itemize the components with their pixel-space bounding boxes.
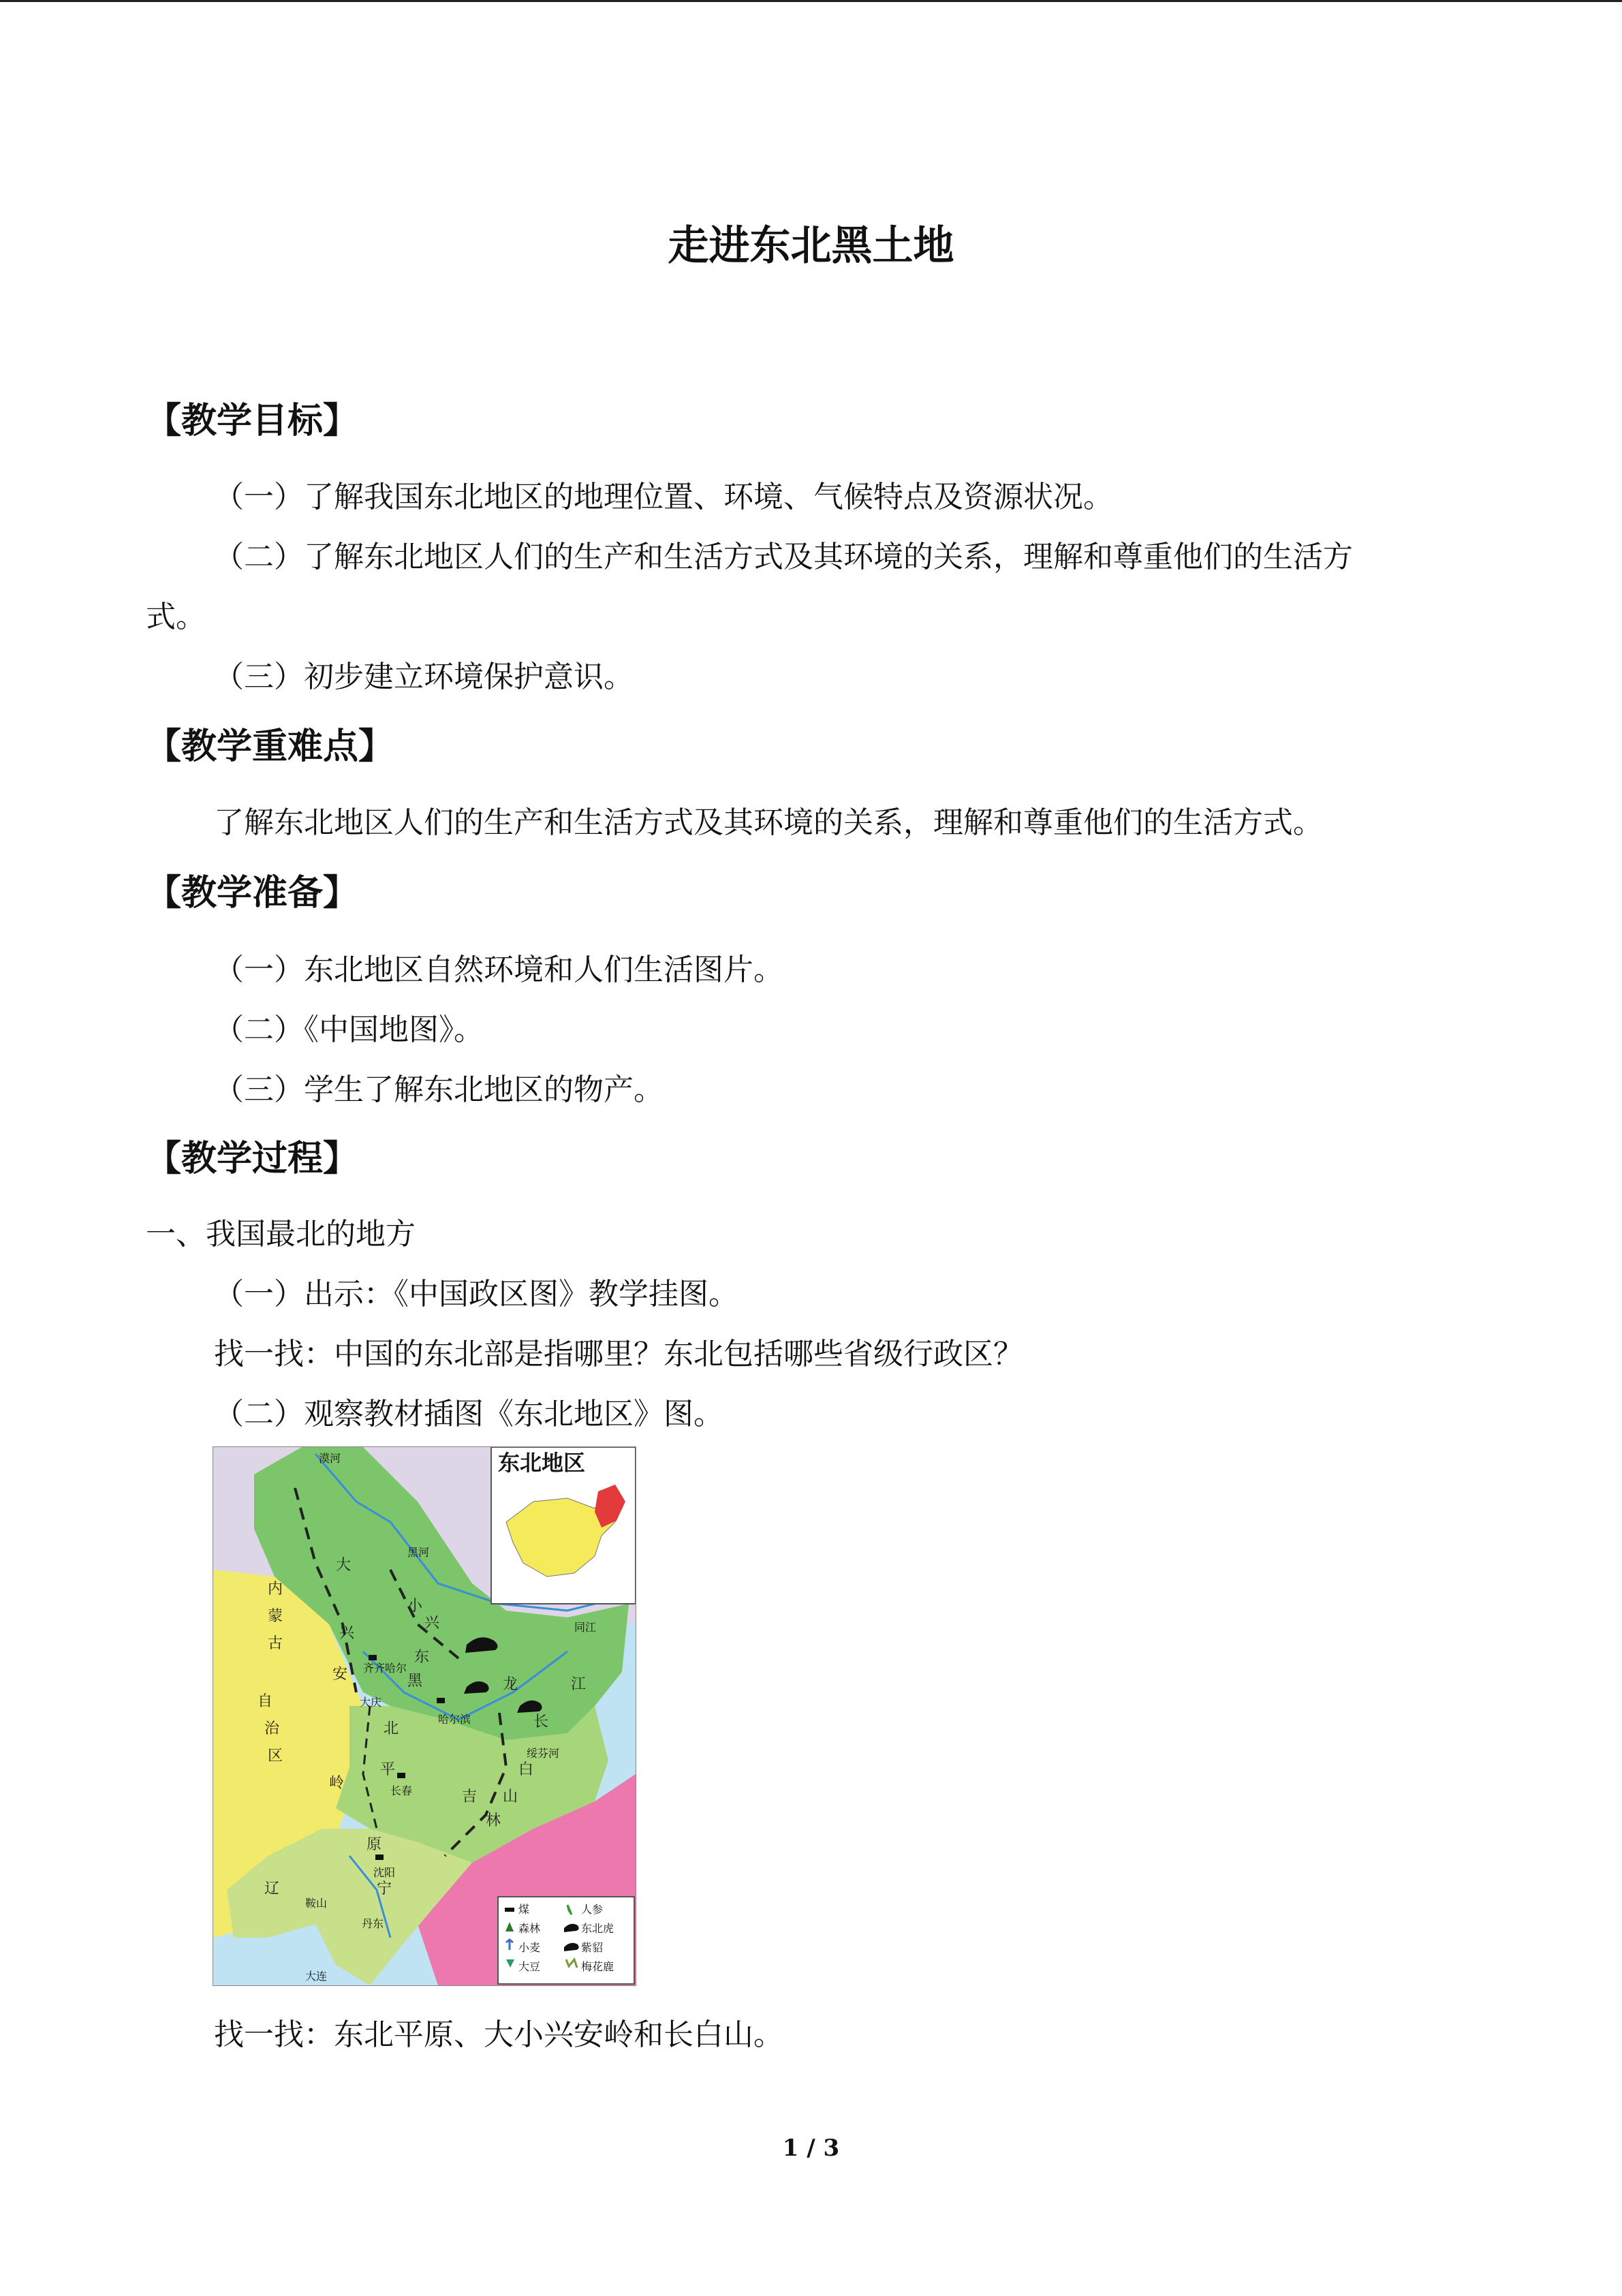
process-section-1: 一、我国最北的地方 [146,1217,416,1252]
label-zhi: 治 [264,1720,280,1737]
label-ji: 吉 [462,1788,478,1805]
city-marker-harbin [437,1698,445,1703]
label-bai: 白 [518,1761,534,1778]
label-xiao: 小 [407,1598,423,1615]
label-suifenhe: 绥芬河 [527,1747,560,1760]
heading-goals: 【教学目标】 [146,401,359,441]
coal-icon [505,1908,514,1912]
document-title: 走进东北黑土地 [668,222,954,270]
legend-ginseng: 人参 [581,1903,604,1916]
goal-item-2-continued: 式。 [146,600,206,634]
label-harbin: 哈尔滨 [438,1713,471,1726]
label-qiqihar: 齐齐哈尔 [363,1662,407,1675]
label-dong: 东 [414,1649,430,1666]
legend-wheat: 小麦 [518,1941,541,1954]
label-da: 大 [336,1557,352,1574]
label-an: 安 [332,1666,348,1683]
label-zhang: 长 [533,1713,549,1731]
label-liao: 辽 [264,1880,280,1897]
label-shan: 山 [503,1788,518,1805]
goal-item-1: （一）了解我国东北地区的地理位置、环境、气候特点及资源状况。 [214,480,1113,514]
label-qu: 区 [268,1748,283,1765]
label-anshan: 鞍山 [305,1897,328,1910]
label-dandong: 丹东 [362,1917,384,1930]
process-find-2: 找一找：东北平原、大小兴安岭和长白山。 [214,2017,783,2052]
label-zi: 自 [258,1693,273,1710]
heading-prep: 【教学准备】 [146,873,359,914]
goal-item-2: （二）了解东北地区人们的生产和生活方式及其环境的关系，理解和尊重他们的生活方 [214,540,1353,574]
label-jiang: 江 [571,1676,587,1693]
prep-item-1: （一）东北地区自然环境和人们生活图片。 [214,952,783,987]
city-marker-qiqihar [369,1655,377,1660]
label-gu: 古 [268,1635,283,1652]
map-title: 东北地区 [498,1450,586,1476]
label-nei: 内 [268,1581,283,1598]
label-mohe: 漠河 [319,1452,341,1465]
process-item-1: （一）出示：《中国政区图》教学挂图。 [214,1277,738,1312]
heading-keypoints: 【教学重难点】 [146,726,394,767]
label-daqing: 大庆 [360,1696,382,1709]
legend-sable: 紫貂 [581,1941,604,1954]
label-ning: 宁 [377,1880,392,1897]
label-changchun: 长春 [390,1784,413,1797]
legend-deer: 梅花鹿 [581,1960,614,1973]
legend-forest: 森林 [518,1922,541,1935]
process-item-2: （二）观察教材插图《东北地区》图。 [214,1397,723,1431]
legend-coal: 煤 [518,1903,530,1916]
label-ling: 岭 [329,1775,345,1792]
label-hei: 黑 [407,1673,423,1690]
prep-item-2: （二）《中国地图》。 [214,1012,484,1047]
label-heihe: 黑河 [407,1546,430,1559]
prep-item-3: （三）学生了解东北地区的物产。 [214,1072,664,1107]
legend-tiger: 东北虎 [581,1922,614,1935]
label-xing2: 兴 [424,1615,440,1632]
label-meng: 蒙 [268,1608,283,1625]
heading-process: 【教学过程】 [146,1138,359,1179]
page-number: 1 / 3 [782,2135,840,2162]
label-tongjiang: 同江 [574,1621,597,1634]
label-ping: 平 [380,1761,396,1778]
northeast-map-figure [213,1446,636,1986]
label-xing: 兴 [339,1625,355,1642]
goal-item-3: （三）初步建立环境保护意识。 [214,660,634,694]
label-long: 龙 [503,1676,518,1693]
label-bei: 北 [384,1720,399,1737]
label-shenyang: 沈阳 [373,1866,396,1879]
keypoints-text: 了解东北地区人们的生产和生活方式及其环境的关系，理解和尊重他们的生活方式。 [214,805,1323,840]
label-yuan: 原 [366,1836,382,1853]
city-marker-shenyang [375,1855,384,1860]
label-dalian: 大连 [305,1970,328,1983]
city-marker-changchun [397,1773,405,1778]
label-lin: 林 [486,1812,501,1829]
document-page [0,2,1622,2296]
process-find-1: 找一找：中国的东北部是指哪里？东北包括哪些省级行政区？ [214,1337,1023,1371]
legend-soybean: 大豆 [518,1960,541,1973]
